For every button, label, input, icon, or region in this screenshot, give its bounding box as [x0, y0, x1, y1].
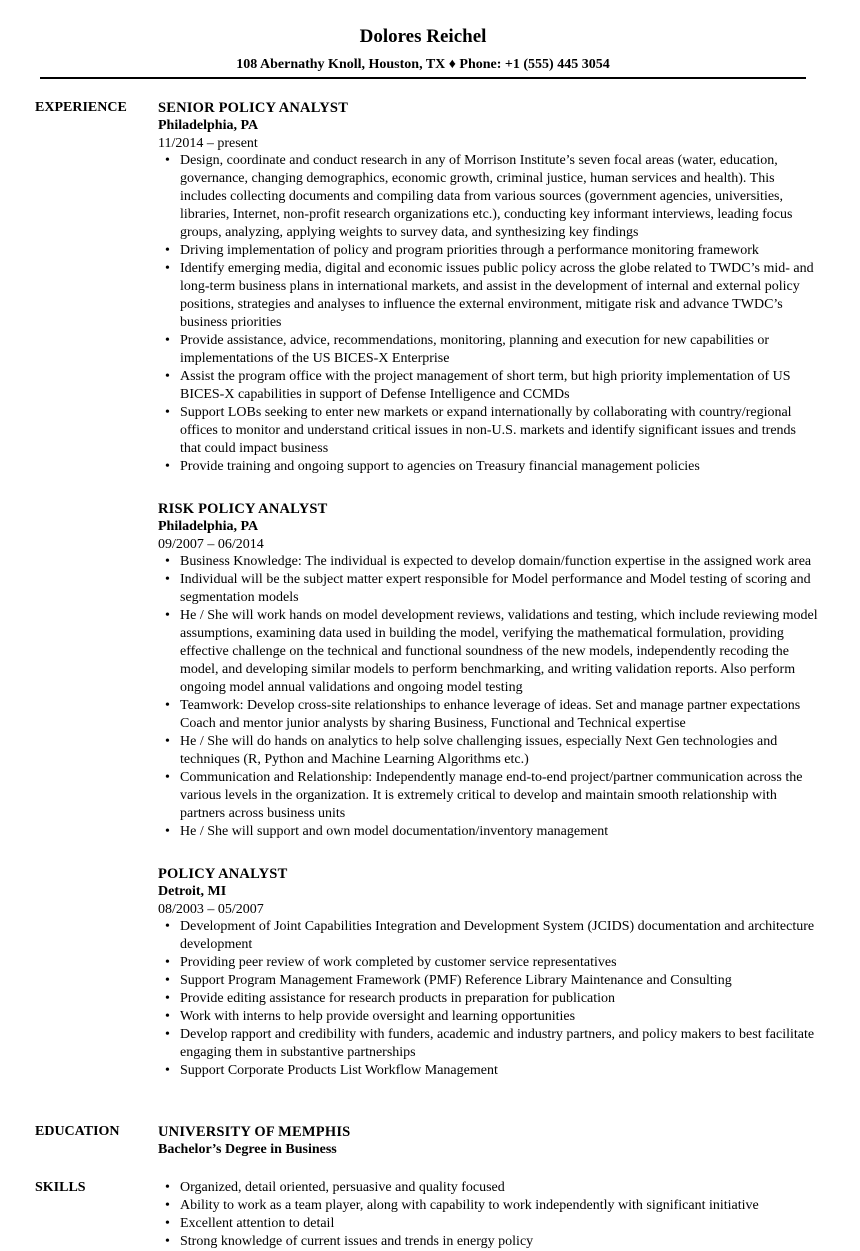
job-bullet: • Individual will be the subject matter expert responsible for Model performance and Model testing of scoring and segmentation models: [158, 571, 818, 607]
job-location: Philadelphia, PA: [158, 118, 259, 133]
job-entry: [158, 99, 818, 476]
job-bullet: • Work with interns to help provide oversight and learning opportunities: [158, 1008, 818, 1026]
skill-item: • Excellent attention to detail: [158, 1215, 818, 1233]
header-divider: [40, 77, 806, 79]
section-label-experience: EXPERIENCE: [35, 100, 127, 115]
skill-item: • Strong knowledge of current issues and trends in energy policy: [158, 1233, 818, 1251]
job-bullet: • Support Corporate Products List Workflow Management: [158, 1062, 818, 1080]
candidate-name: Dolores Reichel: [359, 26, 487, 47]
job-dates: 11/2014 – present: [158, 136, 258, 151]
job-bullet: • Business Knowledge: The individual is expected to develop domain/function expertise in the assigned work area: [158, 553, 818, 571]
job-bullet: • Support Program Management Framework (PMF) Reference Library Maintenance and Consulting: [158, 972, 818, 990]
job-bullet: • Provide training and ongoing support to agencies on Treasury financial management policies: [158, 458, 818, 476]
job-entry: [158, 500, 818, 841]
school-name: UNIVERSITY OF MEMPHIS: [158, 1124, 351, 1140]
job-entry: [158, 865, 818, 1080]
job-bullet: • Assist the program office with the project management of short term, but high priority implementation of US BICES-X capabilities in support of Defense Intelligence and CCMDs: [158, 368, 818, 404]
section-label-education: EDUCATION: [35, 1124, 120, 1139]
section-label-skills: SKILLS: [35, 1180, 86, 1195]
job-dates: 09/2007 – 06/2014: [158, 537, 264, 552]
job-bullet: • He / She will do hands on analytics to help solve challenging issues, especially Next Gen technologies and techniques (R, Python and Machine Learning Algorithms etc.): [158, 733, 818, 769]
job-bullet: • Providing peer review of work completed by customer service representatives: [158, 954, 818, 972]
job-bullet-list: [158, 553, 818, 841]
resume-header: [40, 24, 806, 74]
job-title: POLICY ANALYST: [158, 866, 288, 882]
job-bullet: • Development of Joint Capabilities Integration and Development System (JCIDS) documentation and architecture development: [158, 918, 818, 954]
job-bullet: • Develop rapport and credibility with funders, academic and industry partners, and policy makers to best facilitate engaging them in substantive partnerships: [158, 1026, 818, 1062]
job-bullet: • Support LOBs seeking to enter new markets or expand internationally by collaborating with country/regional offices to monitor and understand critical issues in non-U.S. markets and identify significant issues and trends that could impact business: [158, 404, 818, 458]
contact-line: 108 Abernathy Knoll, Houston, TX ♦ Phone: +1 (555) 445 3054: [236, 57, 610, 72]
job-bullet: • He / She will support and own model documentation/inventory management: [158, 823, 818, 841]
job-bullet-list: [158, 152, 818, 476]
degree-name: Bachelor’s Degree in Business: [158, 1142, 337, 1157]
job-bullet: • Communication and Relationship: Independently manage end-to-end project/partner communication across the various levels in the organization. It is extremely critical to develop and maintain smooth relationship with partners across business units: [158, 769, 818, 823]
job-bullet: • Provide editing assistance for research products in preparation for publication: [158, 990, 818, 1008]
job-bullet: • Identify emerging media, digital and economic issues public policy across the globe related to TWDC’s mid- and long-term business plans in international markets, and assist in the development of internal and external policy positions, strategies and analyses to influence the external environment, mitigate risk and advance TWDC’s business priorities: [158, 260, 818, 332]
job-bullet-list: [158, 918, 818, 1080]
job-bullet: • He / She will work hands on model development reviews, validations and testing, which include reviewing model assumptions, examining data used in building the model, verifying the mathematical formulation, providing effective challenge on the technical and functional soundness of the new models, independently recoding the model, and developing similar models to perform benchmarking, and writing validation reports. Also perform ongoing model annual validations and ongoing model testing: [158, 607, 818, 697]
job-bullet: • Driving implementation of policy and program priorities through a performance monitoring framework: [158, 242, 818, 260]
job-title: RISK POLICY ANALYST: [158, 501, 328, 517]
job-title: SENIOR POLICY ANALYST: [158, 100, 349, 116]
job-bullet: • Provide assistance, advice, recommendations, monitoring, planning and execution for new capabilities or implementations of the US BICES-X Enterprise: [158, 332, 818, 368]
job-bullet: • Design, coordinate and conduct research in any of Morrison Institute’s seven focal areas (water, education, governance, changing demographics, economic growth, criminal justice, human services and health). This includes collecting documents and compiling data from various sources (government agencies, universities, libraries, Internet, non-profit research organizations etc.), conducting key informant interviews, leading focus groups, analyzing, applying weights to survey data, and synthesizing key findings: [158, 152, 818, 242]
job-location: Detroit, MI: [158, 884, 227, 899]
job-bullet: • Teamwork: Develop cross-site relationships to enhance leverage of ideas. Set and manage partner expectations Coach and mentor junior analysts by sharing Business, Functional and Technical expertise: [158, 697, 818, 733]
education-entry: [158, 1123, 818, 1159]
skill-item: • Ability to work as a team player, along with capability to work independently with significant initiative: [158, 1197, 818, 1215]
job-dates: 08/2003 – 05/2007: [158, 902, 264, 917]
skills-list: [158, 1179, 818, 1251]
skills-entry: [158, 1179, 818, 1251]
job-location: Philadelphia, PA: [158, 519, 259, 534]
experience-list: [158, 99, 818, 1080]
skill-item: • Organized, detail oriented, persuasive and quality focused: [158, 1179, 818, 1197]
